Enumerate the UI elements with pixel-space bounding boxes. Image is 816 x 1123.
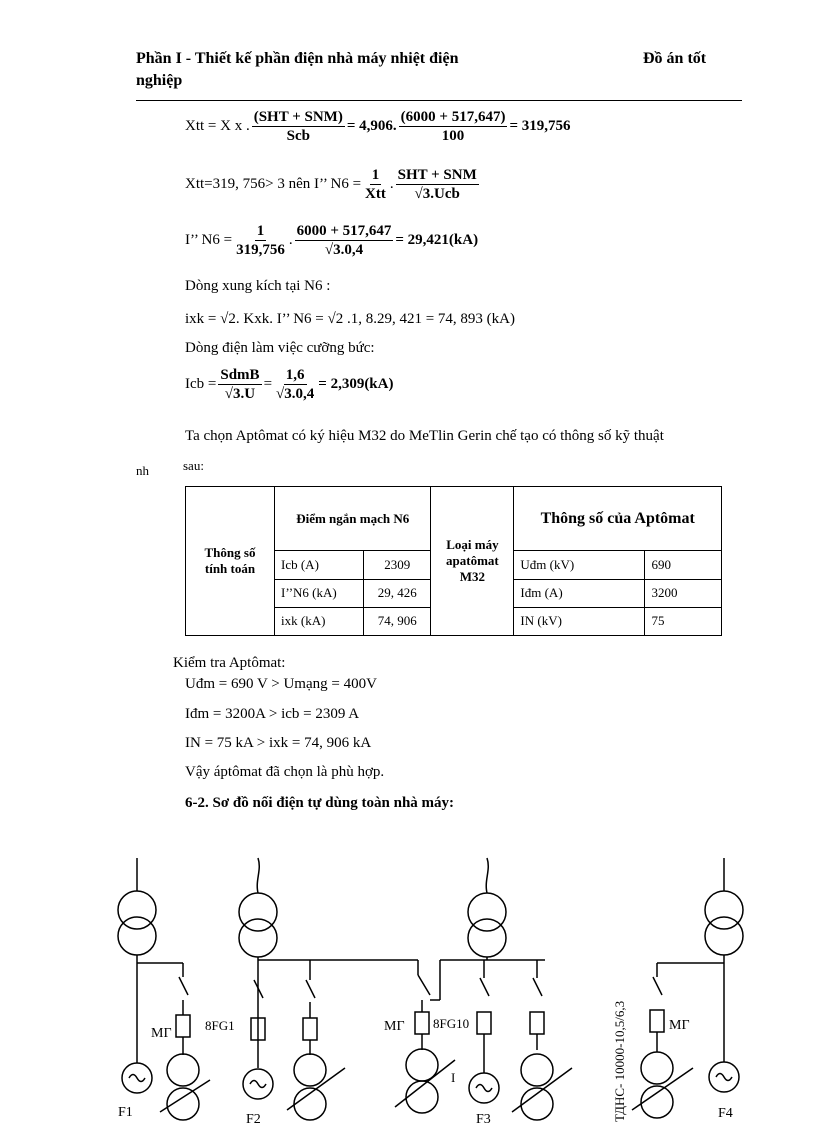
label-impulse: Dòng xung kích tại N6 : [185, 278, 331, 294]
spec-table [185, 486, 722, 636]
label-fg10: 8FG10 [433, 1016, 470, 1031]
cell-param: ixk (kA) [275, 607, 364, 635]
f1-den2: 100 [441, 128, 465, 144]
formula-xtt [185, 108, 571, 145]
f1-mid: = 4,906. [346, 118, 397, 134]
f3-res: = 29,421(kA) [395, 232, 479, 248]
f7-lhs: Icb = [185, 376, 217, 392]
formula-xtt-cond: Xtt=319, 756> 3 nên I’’ N6 = $\frac{1}{\text{Xtt}}$ . $\frac{\text{SHT + SNM}}{\text{√3.Ucb}}$ [185, 167, 477, 202]
check-title: Kiểm tra Aptômat: [173, 655, 286, 671]
transformer-4 [705, 891, 743, 955]
f2-num: 1 [371, 167, 380, 183]
header-left-line1: Phần I - Thiết kế phần điện nhà máy nhiệt điện [136, 50, 459, 67]
f1-res: = 319,756 [509, 118, 571, 134]
f2-lhs: Xtt=319, 756> 3 nên I’’ N6 = [185, 176, 362, 192]
check-l2: Iđm = 3200A > icb = 2309 A [185, 706, 360, 722]
para-sau: sau: [183, 458, 204, 473]
transformer-2 [239, 893, 277, 957]
f2-den2: √3.Ucb [414, 186, 460, 202]
single-line-diagram [0, 850, 816, 1123]
check-l3: IN = 75 kA > ixk = 74, 906 kA [185, 735, 372, 751]
f3-den2: √3.0,4 [324, 242, 364, 258]
f2-num2: SHT + SNM [397, 167, 477, 183]
cell-value: 74, 906 [364, 607, 431, 635]
cell-apt-value: 75 [645, 607, 722, 635]
cell-apt-param: Iđm (A) [514, 579, 645, 607]
cell-value: 29, 426 [364, 579, 431, 607]
cell-apt-value: 3200 [645, 579, 722, 607]
type-label: Loại máy apatômat M32 [431, 487, 514, 636]
f3-lhs: I’’ N6 = [185, 232, 233, 248]
label-motor-1: MΓ [151, 1026, 172, 1041]
label-one: I [451, 1070, 456, 1085]
f2-den: Xtt [365, 186, 386, 202]
f3-num2: 6000 + 517,647 [296, 223, 392, 239]
transformer-1 [118, 891, 156, 955]
section-title: 6-2. Sơ đồ nối điện tự dùng toàn nhà máy: [185, 795, 455, 811]
f7-num2: 1,6 [285, 367, 305, 383]
transformer-3 [468, 893, 506, 957]
cell-param: Icb (A) [275, 551, 364, 579]
apt-label: Thông số của Aptômat [514, 487, 722, 551]
para-nh: nh [136, 463, 149, 478]
label-motor-2: MΓ [384, 1019, 405, 1034]
f7-den: √3.U [224, 386, 256, 402]
header-left-line2: nghiệp [136, 72, 183, 89]
label-f3: F3 [476, 1112, 491, 1123]
label-f2: F2 [246, 1112, 261, 1123]
para-line1: Ta chọn Aptômat có ký hiệu M32 do MeTlin Gerin chế tạo có thông số kỹ thuật [185, 428, 664, 444]
header-right: Đồ án tốt [643, 50, 707, 67]
formula-in6: I’’ N6 = $\frac{1}{319,756}$ . $\frac{6000 + 517,647}{√3.0,4}$ = 29,421(kA) [185, 223, 479, 258]
f7-den2: √3.0,4 [276, 386, 315, 402]
cell-apt-value: 690 [645, 551, 722, 579]
check-l4: Vậy áptômat đã chọn là phù hợp. [185, 764, 385, 780]
label-forced-current: Dòng điện làm việc cưỡng bức: [185, 340, 375, 356]
f1-lhs: Xtt [185, 118, 205, 134]
cell-apt-param: Uđm (kV) [514, 551, 645, 579]
calc-label: Thông số tính toán [186, 487, 275, 636]
f1-op: = X x . [207, 118, 250, 134]
f1-num: (SHT + SNM) [253, 109, 343, 125]
label-f4: F4 [718, 1106, 733, 1121]
label-f1: F1 [118, 1105, 133, 1120]
label-motor-3: MΓ [669, 1018, 690, 1033]
label-transformer: ТДНС- 10000-10,5/6,3 [612, 1000, 627, 1122]
f7-res: = 2,309(kA) [318, 376, 394, 392]
formula-icb: Icb = $\frac{\text{SdmB}}{√3.U}$ = $\frac{1,6}{√3.0,4}$ = 2,309(kA) [185, 367, 394, 402]
short-label: Điểm ngắn mạch N6 [275, 487, 431, 551]
f1-num2: (6000 + 517,647) [400, 109, 506, 125]
formula-ixk: ixk = √2. Kxk. I’’ N6 = √2 .1, 8.29, 421 = 74, 893 (kA) [185, 311, 516, 327]
f1-den: Scb [286, 128, 310, 144]
cell-param: I’’N6 (kA) [275, 579, 364, 607]
f7-num: SdmB [220, 367, 260, 383]
cell-apt-param: IN (kV) [514, 607, 645, 635]
f3-num: 1 [256, 223, 265, 239]
f3-den: 319,756 [236, 242, 285, 258]
check-l1: Uđm = 690 V > Umạng = 400V [185, 676, 377, 692]
cell-value: 2309 [364, 551, 431, 579]
header-rule [136, 100, 742, 101]
label-fg1: 8FG1 [205, 1018, 235, 1033]
